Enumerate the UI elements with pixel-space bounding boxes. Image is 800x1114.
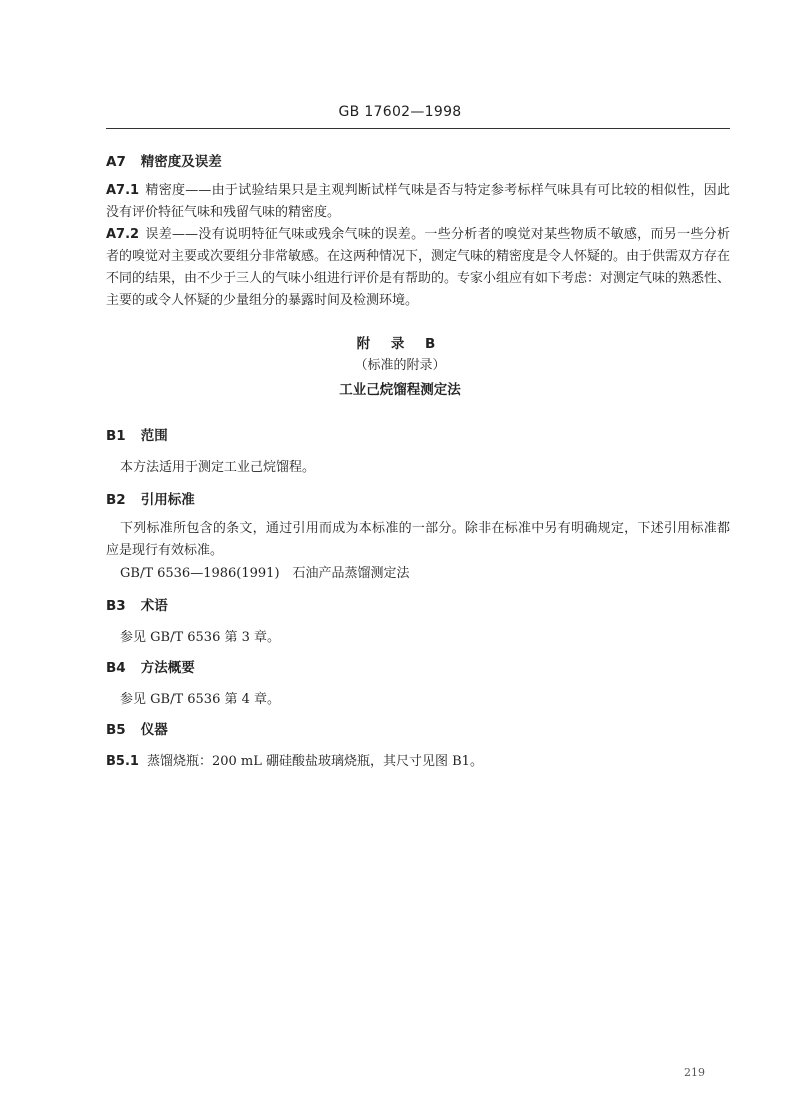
section-b3-text: 参见 GB/T 6536 第 3 章。: [120, 630, 281, 645]
annex-name: 工业己烷馏程测定法: [339, 382, 461, 398]
header-rule: [106, 128, 730, 129]
section-b4-heading: [106, 656, 195, 676]
section-b1-text: 本方法适用于测定工业己烷馏程。: [120, 460, 316, 475]
section-number: B4: [106, 660, 126, 676]
annex-title: 附 录 B: [356, 336, 444, 352]
page-number: 219: [684, 1066, 705, 1079]
section-title: 精密度及误差: [140, 154, 222, 170]
section-title: 仪器: [140, 722, 168, 738]
section-b1-heading: [106, 424, 168, 444]
clause-text: 蒸馏烧瓶：200 mL 硼硅酸盐玻璃烧瓶，其尺寸见图 B1。: [146, 754, 483, 769]
section-b5-heading: [106, 718, 168, 738]
section-b2-heading: [106, 488, 195, 508]
annex-subtitle: （标准的附录）: [354, 358, 446, 373]
clause-b5-1: [106, 750, 483, 769]
clause-a7-1: [106, 180, 730, 224]
section-b4-text: 参见 GB/T 6536 第 4 章。: [120, 692, 281, 707]
section-a7-heading: [106, 150, 222, 170]
section-title: 引用标准: [140, 492, 195, 508]
section-number: B5: [106, 722, 126, 738]
clause-label: A7.1: [106, 183, 140, 198]
clause-label: B5.1: [106, 754, 139, 769]
section-b3-heading: [106, 594, 168, 614]
standard-header: GB 17602—1998: [338, 104, 462, 120]
section-title: 术语: [140, 598, 168, 614]
section-number: A7: [106, 154, 126, 170]
clause-text: 精密度——由于试验结果只是主观判断试样气味是否与特定参考标样气味具有可比较的相似性，因此没有评价特征气味和残留气味的精密度。: [106, 183, 730, 220]
clause-label: A7.2: [106, 227, 140, 242]
section-b2-text: 下列标准所包含的条文，通过引用而成为本标准的一部分。除非在标准中另有明确规定，下述引用标准都应是现行有效标准。: [106, 521, 730, 558]
section-title: 范围: [140, 428, 168, 444]
section-title: 方法概要: [140, 660, 195, 676]
section-number: B2: [106, 492, 126, 508]
reference-item: GB/T 6536—1986(1991) 石油产品蒸馏测定法: [120, 566, 410, 581]
section-number: B1: [106, 428, 126, 444]
clause-a7-2: [106, 224, 730, 312]
clause-text: 误差——没有说明特征气味或残余气味的误差。一些分析者的嗅觉对某些物质不敏感，而另一些分析者的嗅觉对主要或次要组分非常敏感。在这两种情况下，测定气味的精密度是令人怀疑的。由于供需双方存在不同的结果，由不少于三人的气味小组进行评价是有帮助的。专家小组应有如下考虑：对测定气味的熟悉性、主要的或令人怀疑的少量组分的暴露时间及检测环境。: [106, 227, 731, 308]
section-number: B3: [106, 598, 126, 614]
